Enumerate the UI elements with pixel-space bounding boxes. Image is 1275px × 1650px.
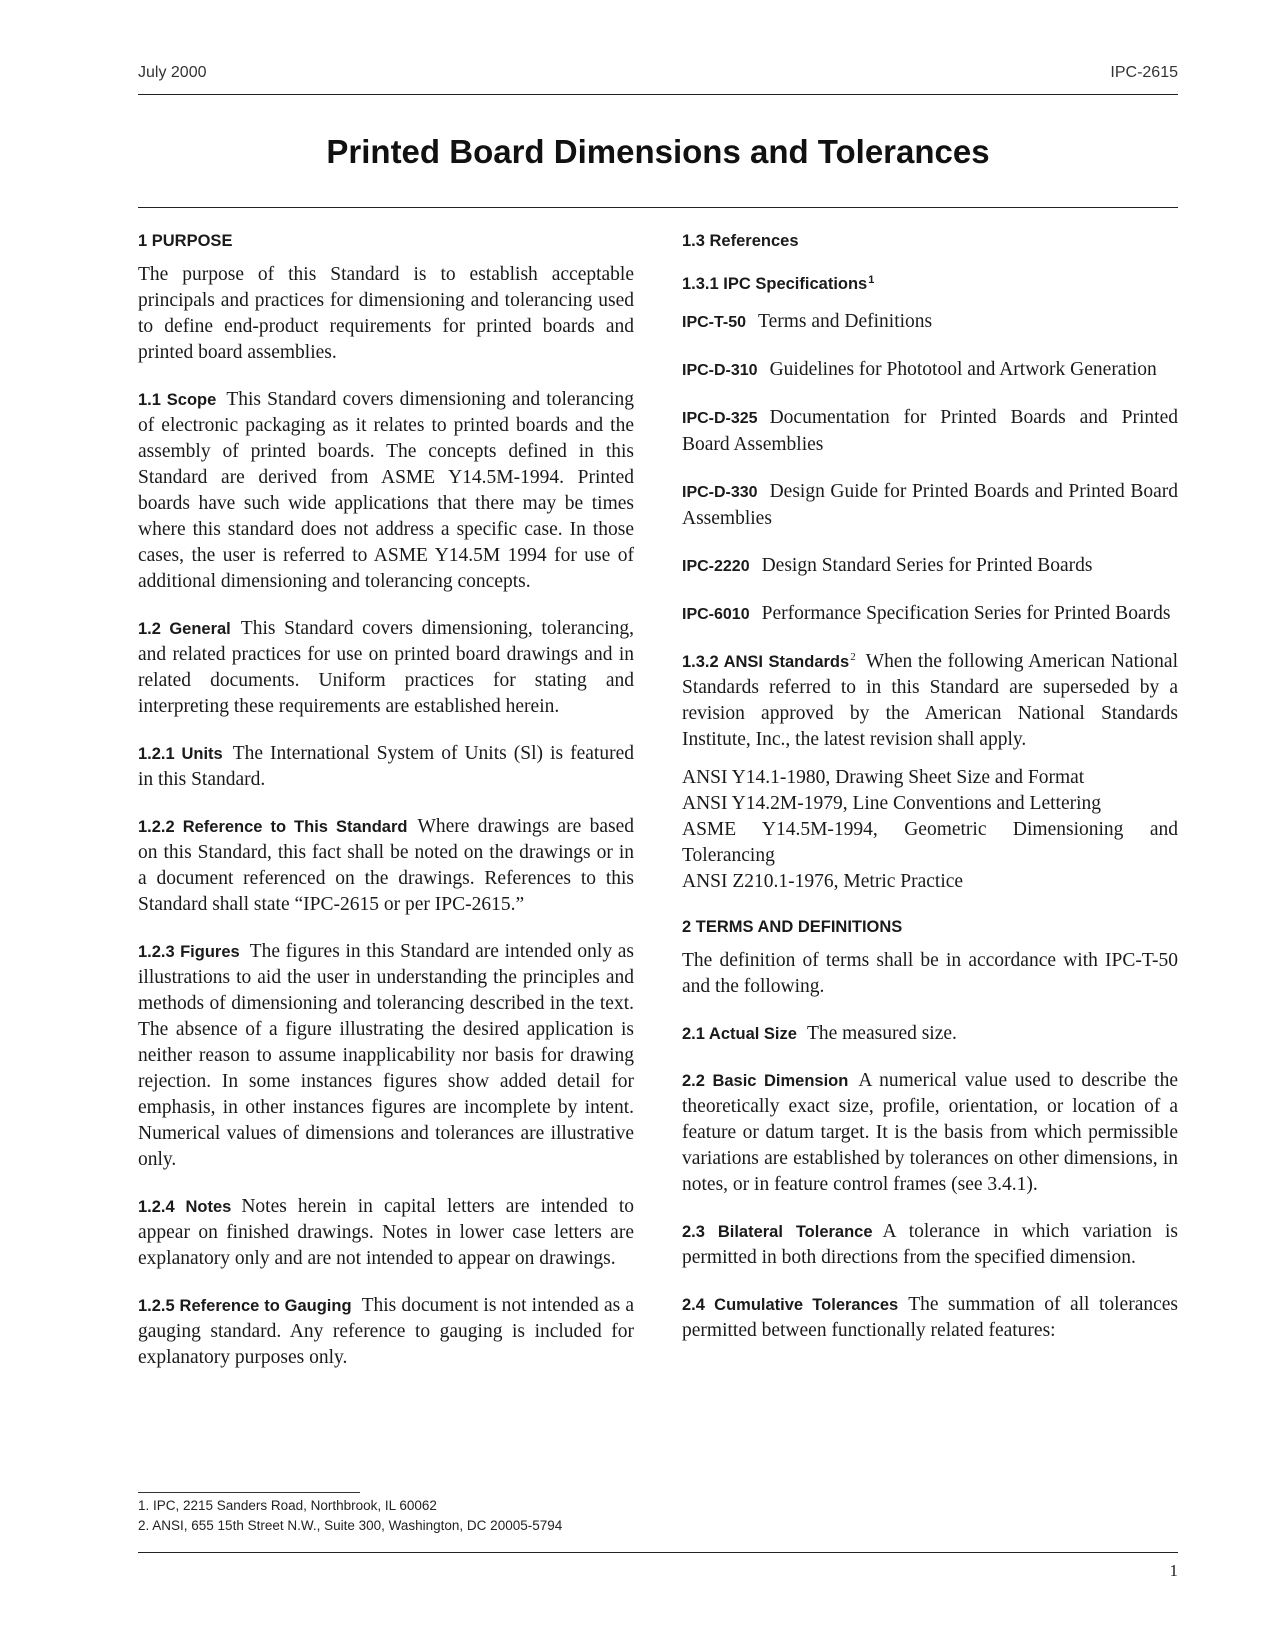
ref-text: Design Standard Series for Printed Boards	[761, 555, 1093, 576]
page-number: 1	[1169, 1561, 1178, 1580]
header-rule	[138, 94, 1178, 95]
footer-rule	[138, 1552, 1178, 1553]
ref-code: IPC-T-50	[682, 314, 747, 331]
ansi-section	[682, 649, 1178, 753]
terms-heading: 2 TERMS AND DEFINITIONS	[682, 918, 903, 936]
ref-text: Guidelines for Phototool and Artwork Generation	[769, 359, 1157, 380]
left-column	[138, 230, 634, 1392]
actual-size-heading: 2.1 Actual Size	[682, 1025, 797, 1043]
ref-text: Documentation for Printed Boards and Printed Board Assemblies	[682, 407, 1178, 455]
basic-dimension-heading: 2.2 Basic Dimension	[682, 1072, 849, 1090]
ref-text: Terms and Definitions	[758, 311, 933, 332]
cumulative-tolerances-heading: 2.4 Cumulative Tolerances	[682, 1296, 899, 1314]
ref-code: IPC-D-325	[682, 410, 758, 427]
figures-text: The figures in this Standard are intended only as illustrations to aid the user in understanding the principles and methods of dimensioning and tolerancing described in the text. The absence of a figure illustrating the desired application is neither reason to assume inapplicability nor basis for drawing rejection. In some instances figures show added detail for emphasis, in other instances figures are incomplete by intent. Numerical values of dimensions and tolerances are illustrative only.	[138, 941, 634, 1170]
ansi-list	[682, 765, 1178, 895]
basic-dimension-section	[682, 1068, 1178, 1198]
scope-heading: 1.1 Scope	[138, 391, 217, 409]
references-heading: 1.3 References	[682, 232, 799, 250]
ansi-list-item: ANSI Y14.1-1980, Drawing Sheet Size and Format	[682, 767, 1085, 788]
units-section	[138, 741, 634, 793]
cumulative-tolerances-text: The summation of all tolerances permitted between functionally related features:	[682, 1294, 1178, 1341]
header-doc-id: IPC-2615	[1110, 64, 1178, 81]
ref-item	[682, 357, 1178, 384]
footnote-ref-2: 2	[850, 650, 856, 663]
scope-section	[138, 387, 634, 595]
ipc-spec-heading: 1.3.1 IPC Specifications	[682, 275, 868, 293]
ref-code: IPC-D-310	[682, 362, 758, 379]
ansi-list-item: ASME Y14.5M-1994, Geometric Dimensioning and Tolerancing	[682, 819, 1178, 866]
actual-size-section	[682, 1021, 1178, 1047]
ref-item	[682, 309, 1178, 336]
notes-text: Notes herein in capital letters are intended to appear on finished drawings. Notes in lower case letters are explanatory only and are not intended to appear on drawings.	[138, 1196, 634, 1269]
figures-heading: 1.2.3 Figures	[138, 943, 240, 961]
general-text: This Standard covers dimensioning, tolerancing, and related practices for use on printed board drawings and in related documents. Uniform practices for stating and interpreting these requirements are established herein.	[138, 618, 634, 717]
ref-code: IPC-D-330	[682, 484, 758, 501]
purpose-heading: 1 PURPOSE	[138, 232, 233, 250]
units-text: The International System of Units (Sl) is featured in this Standard.	[138, 743, 634, 790]
gauging-text: This document is not intended as a gauging standard. Any reference to gauging is included for explanatory purposes only.	[138, 1295, 634, 1368]
ref-text: Performance Specification Series for Printed Boards	[761, 603, 1171, 624]
general-section	[138, 616, 634, 720]
actual-size-text: The measured size.	[806, 1023, 957, 1044]
header-date: July 2000	[138, 64, 207, 81]
ref-code: IPC-6010	[682, 606, 750, 623]
reference-section	[138, 814, 634, 918]
notes-section	[138, 1194, 634, 1272]
ansi-heading: 1.3.2 ANSI Standards	[682, 653, 850, 671]
footnote-ref-1: 1	[868, 273, 875, 286]
general-heading: 1.2 General	[138, 620, 231, 638]
reference-heading: 1.2.2 Reference to This Standard	[138, 818, 408, 836]
ref-item	[682, 553, 1178, 580]
ansi-list-item: ANSI Y14.2M-1979, Line Conventions and Lettering	[682, 793, 1102, 814]
ansi-list-item: ANSI Z210.1-1976, Metric Practice	[682, 871, 964, 892]
ansi-text: When the following American National Standards referred to in this Standard are superseded by a revision approved by the American National Standards Institute, Inc., the latest revision shall apply.	[682, 651, 1178, 750]
bilateral-tolerance-section	[682, 1219, 1178, 1271]
notes-heading: 1.2.4 Notes	[138, 1198, 232, 1216]
title-rule	[138, 207, 1178, 208]
cumulative-tolerances-section	[682, 1292, 1178, 1344]
terms-paragraph: The definition of terms shall be in accordance with IPC-T-50 and the following.	[682, 950, 1178, 997]
scope-text: This Standard covers dimensioning and tolerancing of electronic packaging as it relates to printed boards and the assembly of printed boards. The concepts defined in this Standard are derived from ASME Y14.5M-1994. Printed boards have such wide applications that there may be times where this standard does not address a specific case. In those cases, the user is referred to ASME Y14.5M 1994 for use of additional dimensioning and tolerancing concepts.	[138, 389, 634, 592]
footnote-1: 1. IPC, 2215 Sanders Road, Northbrook, IL 60062	[138, 1498, 437, 1513]
ref-item	[682, 405, 1178, 458]
right-column	[682, 230, 1178, 1365]
gauging-section	[138, 1293, 634, 1371]
figures-section	[138, 939, 634, 1173]
units-heading: 1.2.1 Units	[138, 745, 223, 763]
footnote-2: 2. ANSI, 655 15th Street N.W., Suite 300, Washington, DC 20005-5794	[138, 1518, 563, 1533]
gauging-heading: 1.2.5 Reference to Gauging	[138, 1297, 352, 1315]
ref-text: Design Guide for Printed Boards and Printed Board Assemblies	[682, 481, 1178, 529]
ref-item	[682, 601, 1178, 628]
bilateral-tolerance-heading: 2.3 Bilateral Tolerance	[682, 1223, 873, 1241]
footnotes	[138, 1496, 562, 1536]
basic-dimension-text: A numerical value used to describe the theoretically exact size, profile, orientation, or location of a feature or datum target. It is the basis from which permissible variations are established by tolerances on other dimensions, in notes, or in feature control frames (see 3.4.1).	[682, 1070, 1178, 1195]
reference-text: Where drawings are based on this Standard, this fact shall be noted on the drawings or in a document referenced on the drawings. References to this Standard shall state “IPC-2615 or per IPC-2615.”	[138, 816, 634, 915]
bilateral-tolerance-text: A tolerance in which variation is permitted in both directions from the specified dimension.	[682, 1221, 1178, 1268]
ref-item	[682, 479, 1178, 532]
purpose-paragraph: The purpose of this Standard is to establish acceptable principals and practices for dimensioning and tolerancing used to define end-product requirements for printed boards and printed board assemblies.	[138, 264, 634, 363]
footnote-rule	[138, 1492, 360, 1493]
ipc-spec-heading-wrap	[682, 273, 1178, 295]
ref-code: IPC-2220	[682, 558, 750, 575]
page-title: Printed Board Dimensions and Tolerances	[326, 133, 990, 170]
